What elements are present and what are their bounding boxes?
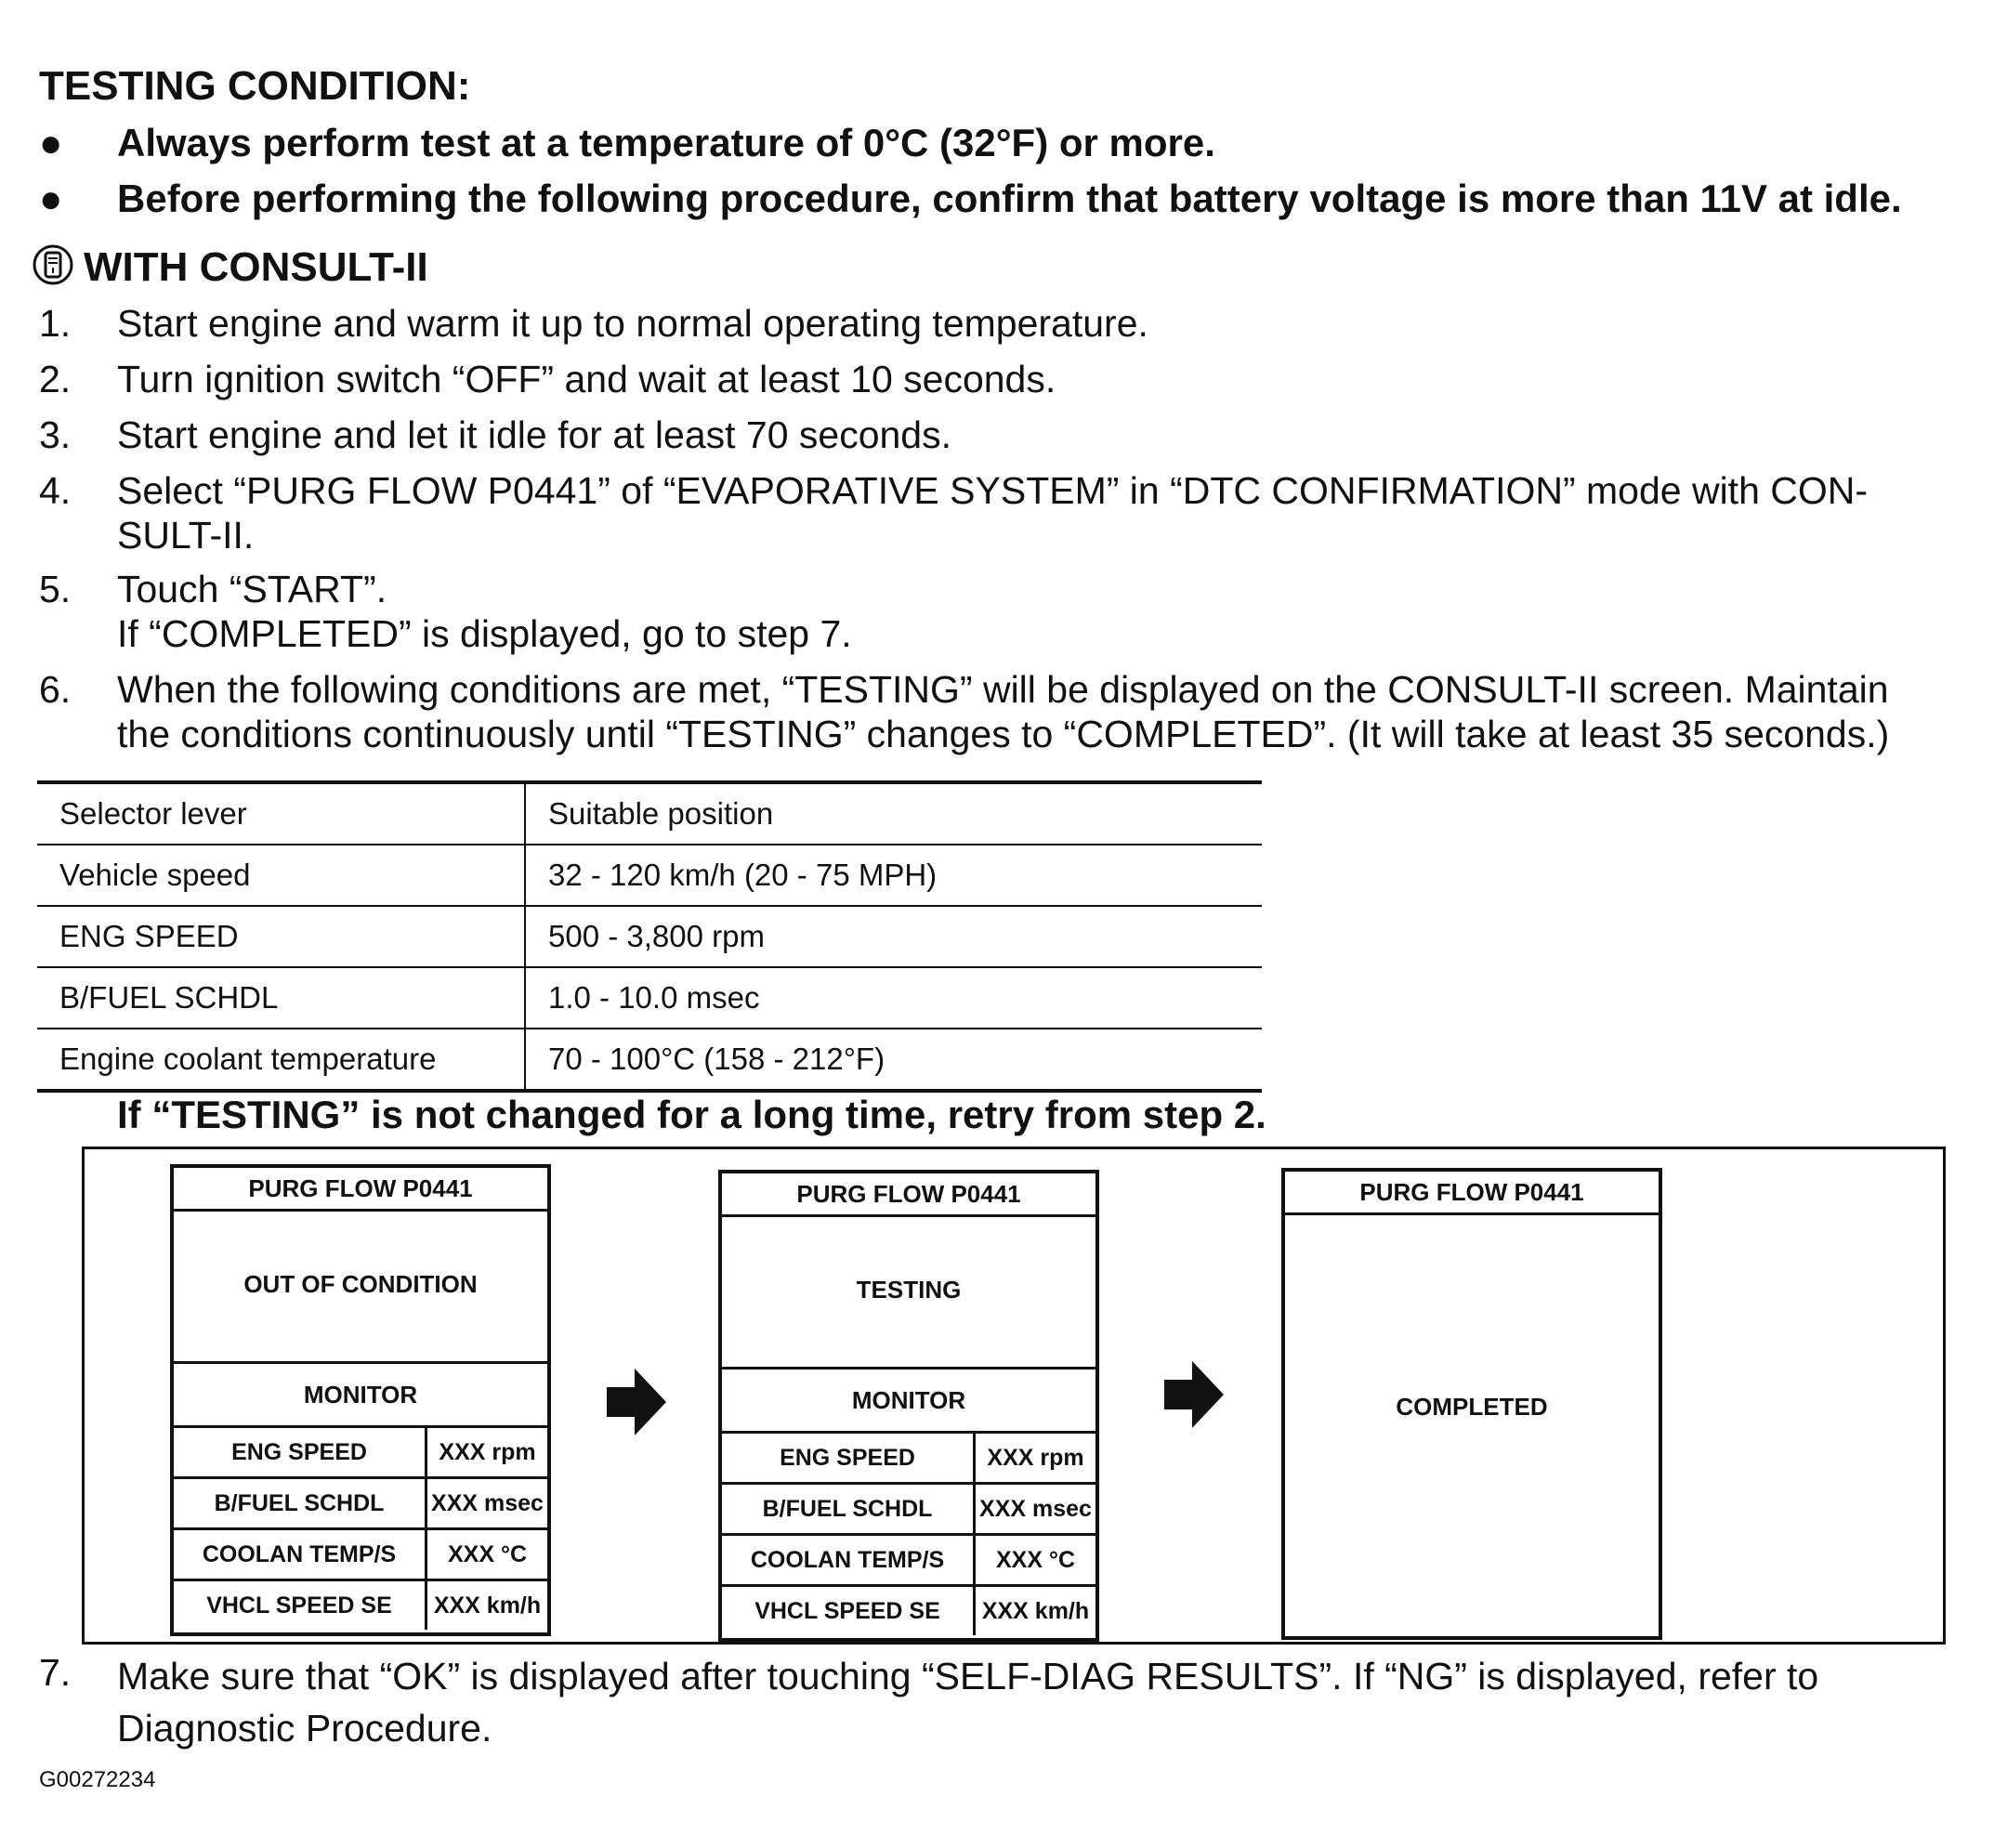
consult-screen-testing <box>718 1170 1099 1642</box>
monitor-item: COOLAN TEMP/S <box>174 1529 426 1580</box>
monitor-value: XXX msec <box>975 1484 1096 1535</box>
table-row <box>174 1428 547 1478</box>
step-number: 4. <box>39 469 72 512</box>
screen-title: PURG FLOW P0441 <box>1285 1172 1659 1215</box>
screen-status: COMPLETED <box>1396 1393 1548 1421</box>
monitor-item: VHCL SPEED SE <box>722 1586 975 1636</box>
consult-screens-figure <box>82 1147 1946 1645</box>
table-row <box>37 1029 1262 1091</box>
condition-item: Selector lever <box>37 782 525 845</box>
step-number: 1. <box>39 302 72 345</box>
driving-conditions-table <box>37 780 1262 1093</box>
arrow-right-icon <box>1162 1357 1227 1432</box>
arrow-right-icon <box>605 1365 670 1439</box>
monitor-value: XXX °C <box>426 1529 548 1580</box>
table-row <box>722 1535 1095 1586</box>
table-row <box>174 1580 547 1631</box>
monitor-value: XXX rpm <box>975 1434 1096 1484</box>
screen-status: OUT OF CONDITION <box>243 1270 478 1298</box>
step-text: Touch “START”. <box>117 568 387 610</box>
monitor-item: B/FUEL SCHDL <box>722 1484 975 1535</box>
step-number: 2. <box>39 358 72 400</box>
consult-screen-completed <box>1281 1168 1662 1640</box>
monitor-item: VHCL SPEED SE <box>174 1580 426 1631</box>
condition-value: 1.0 - 10.0 msec <box>525 967 1262 1029</box>
table-row <box>37 845 1262 906</box>
monitor-value: XXX msec <box>426 1478 548 1529</box>
condition-item: Vehicle speed <box>37 845 525 906</box>
monitor-item: B/FUEL SCHDL <box>174 1478 426 1529</box>
step-number: 5. <box>39 568 72 610</box>
table-row <box>722 1484 1095 1535</box>
figure-code: G00272234 <box>39 1767 156 1792</box>
monitor-value: XXX km/h <box>433 1592 542 1619</box>
testing-condition-heading: TESTING CONDITION: <box>39 63 471 109</box>
step-text: Start engine and let it idle for at least 70 seconds. <box>117 413 951 456</box>
step-number: 3. <box>39 413 72 456</box>
step-text: Make sure that “OK” is displayed after touching “SELF-DIAG RESULTS”. If “NG” is displayed, refer to <box>117 1655 1819 1697</box>
table-row <box>174 1529 547 1580</box>
table-row <box>37 906 1262 967</box>
monitor-value: XXX °C <box>975 1535 1096 1586</box>
table-row <box>722 1434 1095 1484</box>
step-number: 6. <box>39 668 72 711</box>
step-text: Select “PURG FLOW P0441” of “EVAPORATIVE SYSTEM” in “DTC CONFIRMATION” mode with CON- <box>117 469 1869 512</box>
monitor-label: MONITOR <box>722 1367 1095 1434</box>
bullet-text: Before performing the following procedure, confirm that battery voltage is more than 11V at idle. <box>117 177 1902 220</box>
condition-item: B/FUEL SCHDL <box>37 967 525 1029</box>
screen-title: PURG FLOW P0441 <box>722 1173 1095 1217</box>
monitor-table <box>722 1434 1095 1635</box>
consult-screen-out-of-condition <box>170 1164 551 1636</box>
monitor-label: MONITOR <box>174 1361 547 1428</box>
consult-tool-icon <box>32 243 74 286</box>
bullet-dot-icon: ● <box>39 177 63 220</box>
consult-mode-heading <box>32 243 428 291</box>
table-row <box>37 782 1262 845</box>
step-number: 7. <box>39 1651 72 1694</box>
monitor-item: ENG SPEED <box>722 1434 975 1484</box>
monitor-item: ENG SPEED <box>174 1428 426 1478</box>
condition-item: ENG SPEED <box>37 906 525 967</box>
step-text: Diagnostic Procedure. <box>117 1707 492 1750</box>
bullet-dot-icon: ● <box>39 121 63 164</box>
condition-value: 70 - 100°C (158 - 212°F) <box>525 1029 1262 1091</box>
condition-value: 32 - 120 km/h (20 - 75 MPH) <box>525 845 1262 906</box>
screen-title: PURG FLOW P0441 <box>174 1168 547 1212</box>
step-text: Start engine and warm it up to normal operating temperature. <box>117 302 1148 345</box>
table-row <box>722 1586 1095 1636</box>
retry-note: If “TESTING” is not changed for a long time, retry from step 2. <box>117 1093 1266 1136</box>
screen-status: TESTING <box>856 1276 962 1304</box>
condition-value: 500 - 3,800 rpm <box>525 906 1262 967</box>
monitor-item: COOLAN TEMP/S <box>722 1535 975 1586</box>
bullet-text: Always perform test at a temperature of 0°C (32°F) or more. <box>117 121 1215 164</box>
consult-mode-title: WITH CONSULT-II <box>84 244 428 290</box>
step-text: the conditions continuously until “TESTING” changes to “COMPLETED”. (It will take at least 35 seconds.) <box>117 713 1890 755</box>
step-text: If “COMPLETED” is displayed, go to step 7. <box>117 612 852 655</box>
monitor-value: XXX rpm <box>426 1428 548 1478</box>
step-text: Turn ignition switch “OFF” and wait at least 10 seconds. <box>117 358 1056 400</box>
condition-item: Engine coolant temperature <box>37 1029 525 1091</box>
monitor-value: XXX km/h <box>981 1597 1090 1624</box>
step-text: When the following conditions are met, “TESTING” will be displayed on the CONSULT-II screen. Maintain <box>117 668 1889 711</box>
step-text: SULT-II. <box>117 514 255 557</box>
table-row <box>174 1478 547 1529</box>
table-row <box>37 967 1262 1029</box>
condition-value: Suitable position <box>525 782 1262 845</box>
monitor-table <box>174 1428 547 1630</box>
